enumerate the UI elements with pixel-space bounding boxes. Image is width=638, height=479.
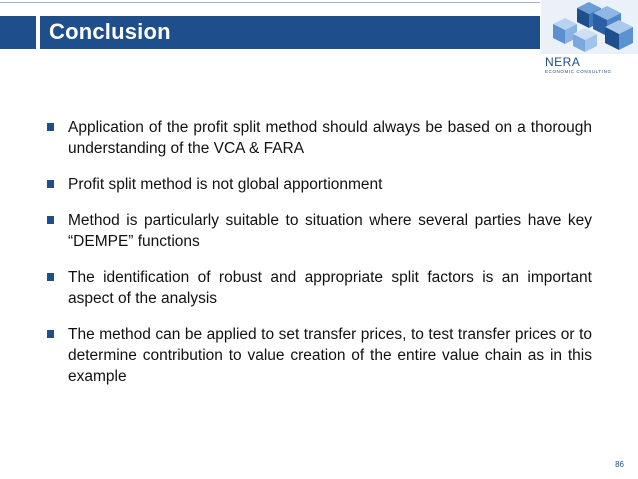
- bullet-text: The method can be applied to set transfer prices, to test transfer prices or to determine contribution to value creation of the entire value chain as in this example: [68, 326, 592, 385]
- page-title: Conclusion: [49, 19, 171, 44]
- page-number: 86: [615, 460, 624, 469]
- square-bullet-icon: [47, 180, 54, 188]
- title-accent-bar: [36, 16, 40, 49]
- square-bullet-icon: [47, 273, 54, 281]
- list-item: [47, 117, 592, 159]
- top-rule: [0, 2, 540, 3]
- square-bullet-icon: [47, 330, 54, 338]
- bullet-text: Profit split method is not global apportionment: [68, 176, 383, 193]
- square-bullet-icon: [47, 216, 54, 224]
- list-item: [47, 210, 592, 252]
- square-bullet-icon: [47, 123, 54, 131]
- list-item: [47, 267, 592, 309]
- logo-subtitle: ECONOMIC CONSULTING: [545, 69, 612, 74]
- list-item: [47, 324, 592, 387]
- list-item: [47, 174, 592, 195]
- bullet-text: Application of the profit split method should always be based on a thorough understanding of the VCA & FARA: [68, 119, 592, 157]
- title-bar: [0, 16, 540, 49]
- bullet-text: Method is particularly suitable to situation where several parties have key “DEMPE” functions: [68, 212, 592, 250]
- logo-wordmark: NERA: [545, 55, 581, 69]
- bullet-text: The identification of robust and appropriate split factors is an important aspect of the analysis: [68, 269, 592, 307]
- bullet-list: [47, 117, 592, 402]
